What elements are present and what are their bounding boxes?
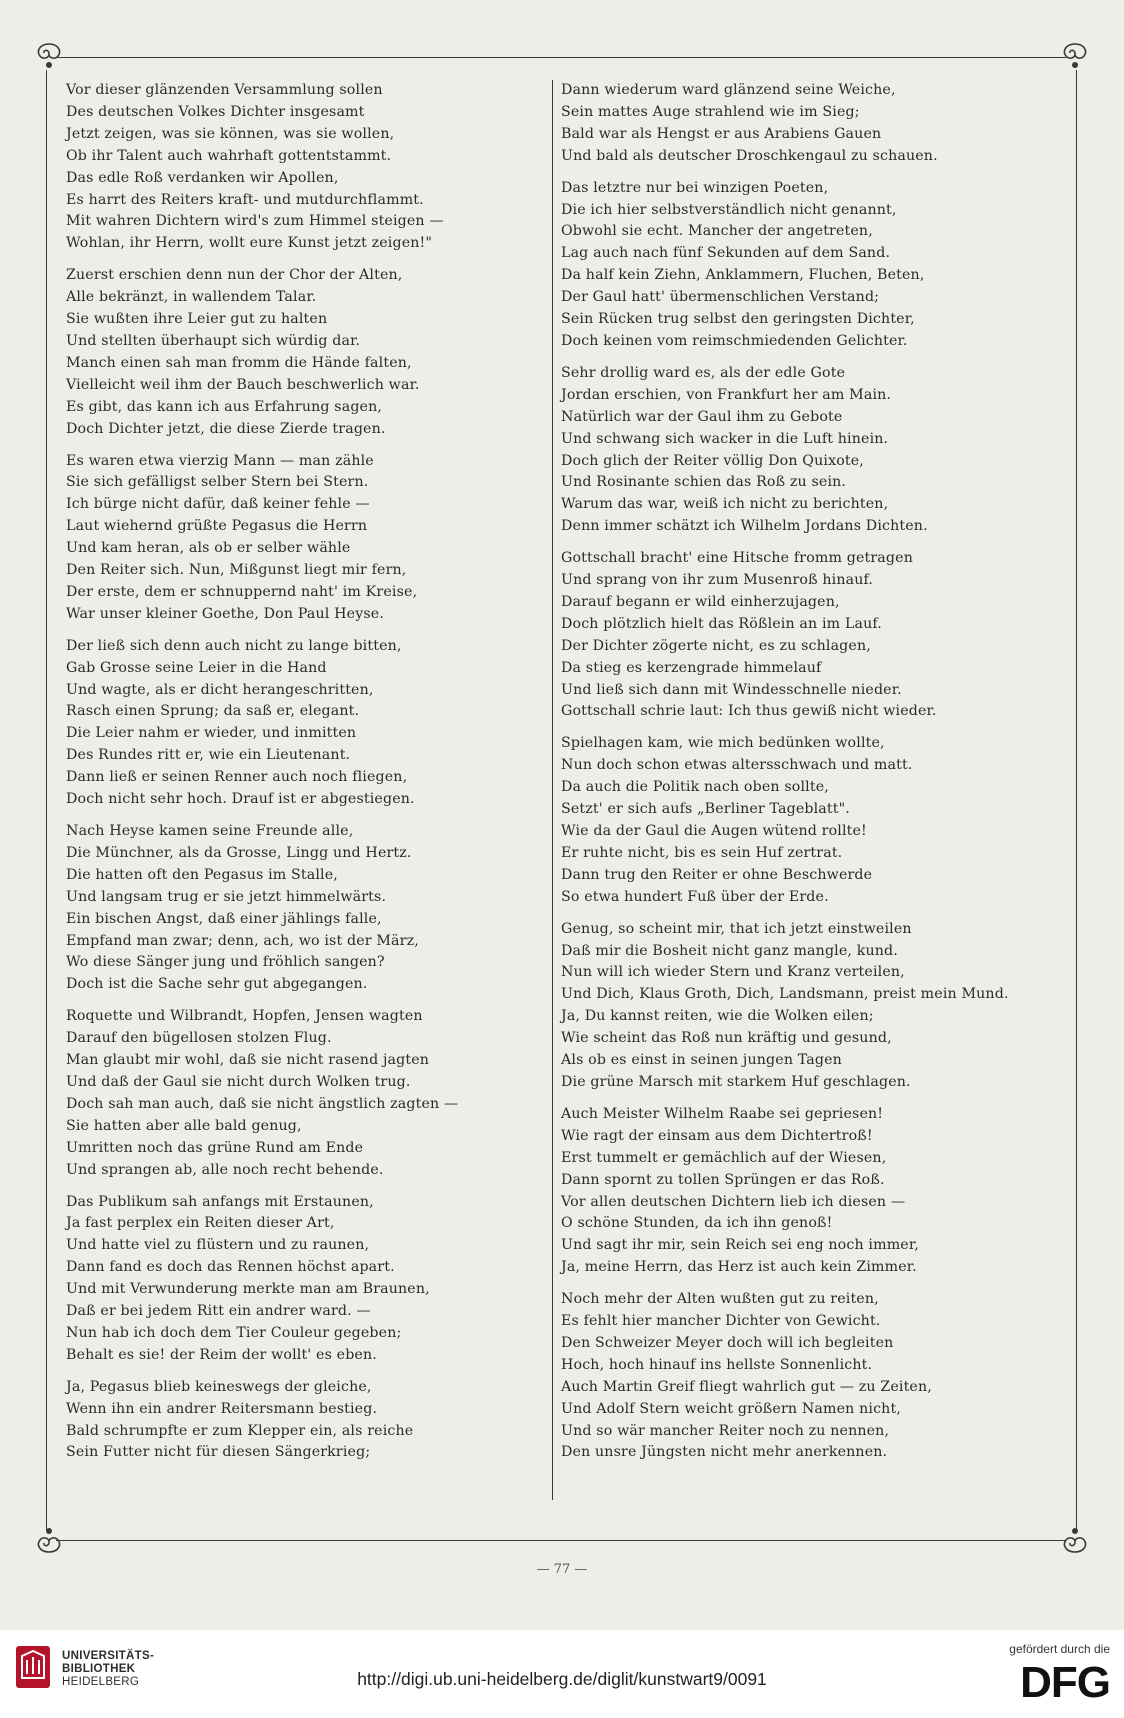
verse-line: Da stieg es kerzengrade himmelauf — [561, 659, 822, 676]
verse-line: Sie wußten ihre Leier gut zu halten — [66, 311, 328, 328]
verse-line: Der ließ sich denn auch nicht zu lange bitten, — [66, 637, 402, 654]
verse-line: Vielleicht weil ihm der Bauch beschwerlich war. — [66, 376, 420, 393]
verse-line: Ja, meine Herrn, das Herz ist auch kein Zimmer. — [561, 1259, 917, 1276]
verse-line: Spielhagen kam, wie mich bedünken wollte, — [561, 735, 885, 752]
footer-bar — [0, 1630, 1124, 1718]
verse-line: War unser kleiner Goethe, Don Paul Heyse. — [66, 605, 384, 622]
stanza — [561, 1104, 1031, 1279]
verse-line: Ja, Pegasus blieb keineswegs der gleiche, — [66, 1378, 372, 1395]
top-rule — [56, 57, 1066, 58]
verse-line: Da auch die Politik nach oben sollte, — [561, 779, 829, 796]
verse-line: O schöne Stunden, da ich ihn genoß! — [561, 1215, 833, 1232]
verse-line: Doch Dichter jetzt, die diese Zierde tragen. — [66, 420, 386, 437]
verse-line: Denn immer schätzt ich Wilhelm Jordans Dichten. — [561, 518, 928, 535]
verse-line: Daß mir die Bosheit nicht ganz mangle, kund. — [561, 942, 898, 959]
corner-ornament-icon — [1056, 38, 1094, 76]
verse-line: Nun will ich wieder Stern und Kranz verteilen, — [561, 964, 905, 981]
verse-line: Vor dieser glänzenden Versammlung sollen — [66, 82, 383, 98]
right-rule — [1076, 70, 1077, 1530]
verse-line: Dann fand es doch das Rennen höchst apart. — [66, 1259, 395, 1276]
verse-line: Bald schrumpfte er zum Klepper ein, als reiche — [66, 1422, 414, 1439]
verse-line: Obwohl sie echt. Mancher der angetreten, — [561, 223, 873, 240]
verse-line: Alle bekränzt, in wallendem Talar. — [66, 289, 317, 306]
verse-line: Warum das war, weiß ich nicht zu berichten, — [561, 496, 889, 513]
verse-line: Und so wär mancher Reiter noch zu nennen, — [561, 1422, 890, 1439]
verse-line: Ich bürge nicht dafür, daß keiner fehle — — [66, 496, 370, 513]
verse-line: Doch nicht sehr hoch. Drauf ist er abgestiegen. — [66, 791, 415, 808]
corner-ornament-icon — [1056, 1520, 1094, 1558]
verse-line: Und mit Verwunderung merkte man am Braunen, — [66, 1281, 430, 1298]
verse-line: Des Rundes ritt er, wie ein Lieutenant. — [66, 747, 351, 764]
verse-line: Setzt' er sich aufs „Berliner Tageblatt". — [561, 801, 850, 818]
verse-line: Hoch, hoch hinauf ins hellste Sonnenlicht. — [561, 1356, 873, 1373]
verse-line: Lag auch nach fünf Sekunden auf dem Sand. — [561, 245, 891, 262]
verse-line: Wo diese Sänger jung und fröhlich sangen? — [66, 954, 385, 971]
verse-line: Wie da der Gaul die Augen wütend rollte! — [561, 823, 867, 839]
verse-line: Die ich hier selbstverständlich nicht genannt, — [561, 201, 897, 218]
verse-line: Der Gaul hatt' übermenschlichen Verstand; — [561, 289, 880, 306]
verse-line: Des deutschen Volkes Dichter insgesamt — [66, 103, 365, 120]
verse-line: Roquette und Wilbrandt, Hopfen, Jensen wagten — [66, 1008, 423, 1025]
verse-line: Sie hatten aber alle bald genug, — [66, 1117, 302, 1134]
library-name-line-2: BIBLIOTHEK — [62, 1663, 136, 1675]
verse-line: Und stellten überhaupt sich würdig dar. — [66, 332, 361, 349]
verse-line: Und hatte viel zu flüstern und zu raunen, — [66, 1237, 370, 1254]
verse-line: Die Münchner, als da Grosse, Lingg und Hertz. — [66, 844, 412, 861]
verse-line: Bald war als Hengst er aus Arabiens Gauen — [561, 125, 882, 142]
left-rule — [46, 70, 47, 1530]
verse-line: Sein Rücken trug selbst den geringsten Dichter, — [561, 311, 915, 328]
verse-line: Doch glich der Reiter völlig Don Quixote, — [561, 452, 864, 469]
verse-line: Wie scheint das Roß nun kräftig und gesund, — [561, 1030, 892, 1047]
verse-line: Wie ragt der einsam aus dem Dichtertroß! — [561, 1127, 873, 1144]
verse-line: Manch einen sah man fromm die Hände falten, — [66, 354, 412, 371]
verse-line: Es waren etwa vierzig Mann — man zähle — [66, 452, 374, 469]
verse-line: Doch ist die Sache sehr gut abgegangen. — [66, 976, 368, 993]
verse-line: Und bald als deutscher Droschkengaul zu schauen. — [561, 147, 938, 164]
verse-line: Er ruhte nicht, bis es sein Huf zertrat. — [561, 844, 843, 861]
verse-line: Zuerst erschien denn nun der Chor der Alten, — [66, 267, 403, 284]
verse-line: Es gibt, das kann ich aus Erfahrung sagen, — [66, 398, 383, 415]
verse-line: Doch sah man auch, daß sie nicht ängstlich zagten — — [66, 1095, 459, 1112]
verse-line: Und langsam trug er sie jetzt himmelwärts. — [66, 888, 387, 905]
left-text-column — [66, 80, 536, 1474]
verse-line: Ja, Du kannst reiten, wie die Wolken eilen; — [561, 1008, 874, 1025]
verse-line: Die grüne Marsch mit starkem Huf geschlagen. — [561, 1073, 911, 1090]
verse-line: Und sprangen ab, alle noch recht behende. — [66, 1161, 384, 1178]
verse-line: Der Dichter zögerte nicht, es zu schlagen, — [561, 637, 871, 654]
verse-line: Es fehlt hier mancher Dichter von Gewicht. — [561, 1313, 881, 1330]
verse-line: Nun hab ich doch dem Tier Couleur gegeben; — [66, 1324, 402, 1341]
verse-line: Den Schweizer Meyer doch will ich begleiten — [561, 1334, 894, 1351]
verse-line: Ja fast perplex ein Reiten dieser Art, — [66, 1215, 335, 1232]
verse-line: Auch Martin Greif fliegt wahrlich gut — zu Zeiten, — [561, 1378, 932, 1395]
corner-ornament-icon — [30, 1520, 68, 1558]
verse-line: Empfand man zwar; denn, ach, wo ist der März, — [66, 932, 419, 949]
page-number: — 77 — — [536, 1562, 588, 1577]
stanza — [561, 178, 1031, 353]
verse-line: Dann ließ er seinen Renner auch noch fliegen, — [66, 769, 408, 786]
stanza — [66, 1377, 536, 1465]
stanza — [561, 548, 1031, 723]
verse-line: Natürlich war der Gaul ihm zu Gebote — [561, 408, 843, 425]
verse-line: So etwa hundert Fuß über der Erde. — [561, 888, 829, 905]
verse-line: Darauf den bügellosen stolzen Flug. — [66, 1030, 332, 1047]
right-text-column — [561, 80, 1031, 1474]
verse-line: Man glaubt mir wohl, daß sie nicht rasend jagten — [66, 1052, 430, 1069]
verse-line: Ein bischen Angst, daß einer jählings falle, — [66, 910, 382, 927]
verse-line: Gottschall schrie laut: Ich thus gewiß nicht wieder. — [561, 703, 937, 720]
verse-line: Und schwang sich wacker in die Luft hinein. — [561, 430, 889, 447]
stanza — [66, 821, 536, 996]
stanza — [66, 80, 536, 255]
verse-line: Den unsre Jüngsten nicht mehr anerkennen. — [561, 1444, 888, 1461]
verse-line: Gottschall bracht' eine Hitsche fromm getragen — [561, 550, 913, 567]
verse-line: Gab Grosse seine Leier in die Hand — [66, 659, 327, 676]
stanza — [561, 80, 1031, 168]
stanza — [66, 265, 536, 440]
verse-line: Behalt es sie! der Reim der wollt' es eben. — [66, 1346, 377, 1363]
verse-line: Sein mattes Auge strahlend wie im Sieg; — [561, 103, 860, 120]
verse-line: Die Leier nahm er wieder, und inmitten — [66, 725, 357, 742]
verse-line: Das edle Roß verdanken wir Apollen, — [66, 169, 339, 186]
verse-line: Sie sich gefälligst selber Stern bei Stern. — [66, 474, 369, 491]
verse-line: Dann trug den Reiter er ohne Beschwerde — [561, 866, 873, 883]
stanza — [561, 363, 1031, 538]
verse-line: Umritten noch das grüne Rund am Ende — [66, 1139, 364, 1156]
verse-line: Und ließ sich dann mit Windesschnelle nieder. — [561, 681, 902, 698]
stanza — [561, 1289, 1031, 1464]
verse-line: Nun doch schon etwas altersschwach und matt. — [561, 757, 913, 774]
verse-line: Die hatten oft den Pegasus im Stalle, — [66, 866, 338, 883]
source-url-link[interactable]: http://digi.ub.uni-heidelberg.de/diglit/kunstwart9/0091 — [357, 1669, 767, 1689]
verse-line: Und daß der Gaul sie nicht durch Wolken trug. — [66, 1073, 411, 1090]
verse-line: Das letztre nur bei winzigen Poeten, — [561, 179, 829, 196]
verse-line: Sehr drollig ward es, als der edle Gote — [561, 364, 846, 381]
verse-line: Ob ihr Talent auch wahrhaft gottentstammt. — [66, 147, 392, 164]
bottom-rule — [56, 1540, 1066, 1541]
verse-line: Nach Heyse kamen seine Freunde alle, — [66, 823, 354, 839]
verse-line: Es harrt des Reiters kraft- und mutdurchflammt. — [66, 191, 424, 208]
library-name-line-1: UNIVERSITÄTS- — [62, 1650, 155, 1662]
verse-line: Vor allen deutschen Dichtern lieb ich diesen — — [561, 1193, 906, 1210]
verse-line: Rasch einen Sprung; da saß er, elegant. — [66, 703, 360, 720]
verse-line: Und sprang von ihr zum Musenroß hinauf. — [561, 572, 874, 589]
stanza — [561, 919, 1031, 1094]
column-divider — [552, 80, 553, 1500]
verse-line: Mit wahren Dichtern wird's zum Himmel steigen — — [66, 213, 444, 230]
verse-line: Den Reiter sich. Nun, Mißgunst liegt mir fern, — [66, 562, 407, 579]
verse-line: Auch Meister Wilhelm Raabe sei gepriesen! — [561, 1105, 884, 1122]
verse-line: Und kam heran, als ob er selber wähle — [66, 540, 351, 557]
verse-line: Doch keinen vom reimschmiedenden Gelichter. — [561, 332, 908, 349]
stanza — [66, 1192, 536, 1367]
library-name-line-3: HEIDELBERG — [62, 1676, 140, 1688]
verse-line: Doch plötzlich hielt das Rößlein an im Lauf. — [561, 615, 882, 632]
dfg-logo: DFG — [1020, 1658, 1110, 1707]
verse-line: Wohlan, ihr Herrn, wollt eure Kunst jetzt zeigen!" — [66, 235, 433, 252]
stanza — [66, 636, 536, 811]
verse-line: Der erste, dem er schnuppernd naht' im Kreise, — [66, 583, 418, 600]
verse-line: Sein Futter nicht für diesen Sängerkrieg; — [66, 1444, 371, 1461]
verse-line: Und wagte, als er dicht herangeschritten, — [66, 681, 374, 698]
stanza — [66, 451, 536, 626]
verse-line: Da half kein Ziehn, Anklammern, Fluchen, Beten, — [561, 267, 925, 284]
verse-line: Daß er bei jedem Ritt ein andrer ward. — — [66, 1303, 371, 1320]
funding-label: gefördert durch die — [1009, 1642, 1110, 1656]
verse-line: Erst tummelt er gemächlich auf der Wiesen, — [561, 1149, 887, 1166]
verse-line: Jordan erschien, von Frankfurt her am Main. — [561, 386, 892, 403]
verse-line: Dann spornt zu tollen Sprüngen er das Roß. — [561, 1171, 885, 1188]
verse-line: Noch mehr der Alten wußten gut zu reiten, — [561, 1291, 879, 1308]
corner-ornament-icon — [30, 38, 68, 76]
verse-line: Und Adolf Stern weicht größern Namen nicht, — [561, 1400, 901, 1417]
verse-line: Dann wiederum ward glänzend seine Weiche, — [561, 82, 896, 98]
verse-line: Darauf begann er wild einherzujagen, — [561, 593, 840, 610]
verse-line: Das Publikum sah anfangs mit Erstaunen, — [66, 1193, 374, 1210]
verse-line: Als ob es einst in seinen jungen Tagen — [561, 1052, 842, 1069]
verse-line: Und Rosinante schien das Roß zu sein. — [561, 474, 847, 491]
verse-line: Und sagt ihr mir, sein Reich sei eng noch immer, — [561, 1237, 919, 1254]
verse-line: Jetzt zeigen, was sie können, was sie wollen, — [66, 125, 395, 142]
stanza — [66, 1006, 536, 1181]
verse-line: Laut wiehernd grüßte Pegasus die Herrn — [66, 518, 368, 535]
verse-line: Genug, so scheint mir, that ich jetzt einstweilen — [561, 920, 912, 937]
verse-line: Wenn ihn ein andrer Reitersmann bestieg. — [66, 1400, 378, 1417]
verse-line: Und Dich, Klaus Groth, Dich, Landsmann, preist mein Mund. — [561, 986, 1009, 1003]
stanza — [561, 733, 1031, 908]
